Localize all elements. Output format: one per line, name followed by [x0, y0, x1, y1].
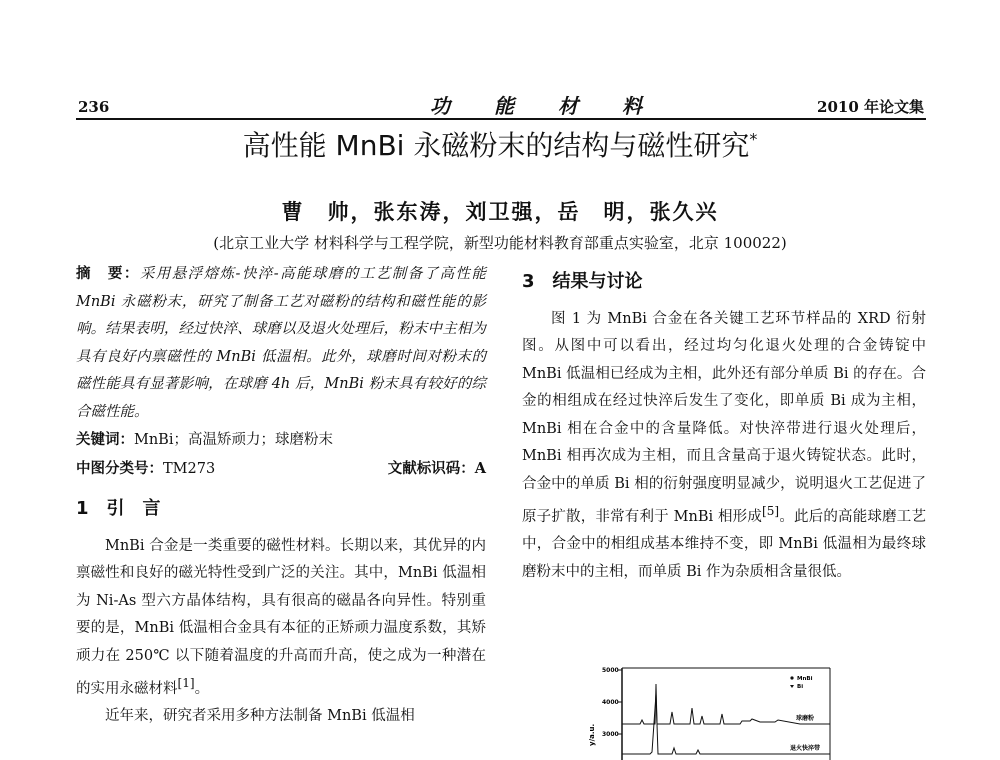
page-number: 236	[78, 98, 110, 116]
classification-line	[76, 455, 486, 484]
section-1-p1-end: 。	[194, 680, 210, 697]
abstract-label: 摘 要：	[76, 265, 140, 282]
y-tick-4000: 4000	[602, 699, 619, 706]
section-3-p1-rest: 。此后的高能球磨工艺中，合金中的相组成基本维持不变，即 MnBi 低温相为最终球磨粉末中的主相，而单质 Bi 作为杂质相含量很低。	[522, 508, 926, 580]
author-list: 曹 帅，张东涛，刘卫强，岳 明，张久兴	[281, 199, 719, 224]
citation-5: [5]	[762, 504, 780, 518]
volume-label: 2010 年论文集	[817, 98, 924, 116]
trace-label-milled: 球磨粉	[796, 715, 815, 722]
legend-bi: Bi	[797, 684, 804, 690]
paper-title	[0, 124, 1000, 164]
y-tick-3000: 3000	[602, 731, 619, 738]
affiliation: (北京工业大学 材料科学与工程学院，新型功能材料教育部重点实验室，北京 100022)	[213, 234, 787, 252]
section-1-paragraph-1	[76, 533, 486, 704]
abstract	[76, 260, 486, 426]
left-column	[76, 260, 486, 731]
abstract-text: 采用悬浮熔炼-快淬-高能球磨的工艺制备了高性能 MnBi 永磁粉末，研究了制备工艺对磁粉的结构和磁性能的影响。结果表明，经过快淬、球磨以及退火处理后，粉末中主相为具有良好内禀磁性的 MnBi 低温相。此外，球磨时间对粉末的磁性能具有显著影响，在球磨 4h 后，MnBi 粉末具有较好的综合磁性能。	[76, 266, 486, 420]
y-tick-5000: 5000	[602, 667, 619, 674]
section-3-heading: 3 结果与讨论	[522, 271, 643, 292]
header-rule	[76, 118, 926, 120]
title-text: 高性能 MnBi 永磁粉末的结构与磁性研究	[242, 129, 750, 162]
keywords	[76, 426, 486, 455]
section-3-paragraph-1	[522, 306, 926, 587]
section-1-heading: 1 引 言	[76, 498, 161, 519]
legend-mnbi: MnBi	[797, 676, 813, 682]
xrd-figure	[588, 664, 850, 760]
right-column	[522, 268, 926, 586]
section-3-p1-text: 图 1 为 MnBi 合金在各关键工艺环节样品的 XRD 衍射图。从图中可以看出，经过均匀化退火处理的合金铸锭中 MnBi 低温相已经成为主相，此外还有部分单质 Bi 的存在。合金的相组成在经过快淬后发生了变化，即单质 Bi 成为主相，MnBi 相在合金中的含量降低。对快淬带进行退火处理后，MnBi 相再次成为主相，而且含量高于退火铸锭状态。此时，合金中的单质 Bi 相的衍射强度明显减少，说明退火工艺促进了原子扩散，非常有利于 MnBi 相形成	[522, 310, 926, 525]
legend-bi-marker	[790, 685, 794, 688]
doc-code-value: A	[474, 459, 486, 477]
doc-code-label: 文献标识码：	[387, 459, 475, 477]
journal-name: 功能材料	[430, 94, 686, 118]
trace-label-annealed: 退火快淬带	[790, 745, 821, 752]
title-footnote-mark: *	[749, 129, 758, 149]
citation-1: [1]	[177, 676, 195, 690]
legend-mnbi-marker	[790, 676, 793, 679]
keywords-text: MnBi；高温矫顽力；球磨粉末	[134, 432, 333, 448]
section-1-paragraph-2: 近年来，研究者采用多种方法制备 MnBi 低温相	[105, 708, 415, 725]
classification-value: TM273	[163, 460, 216, 477]
classification-label: 中图分类号：	[76, 459, 163, 477]
keywords-label: 关键词：	[76, 431, 134, 448]
y-axis-label: y/a.u.	[588, 723, 596, 746]
section-1-p1-text: MnBi 合金是一类重要的磁性材料。长期以来，其优异的内禀磁性和良好的磁光特性受到广泛的关注。其中，MnBi 低温相为 Ni-As 型六方晶体结构，具有很高的磁晶各向异性。特别重要的是，MnBi 低温相合金具有本征的正矫顽力温度系数，其矫顽力在 250℃ 以下随着温度的升高而升高，使之成为一种潜在的实用永磁材料	[76, 537, 486, 697]
